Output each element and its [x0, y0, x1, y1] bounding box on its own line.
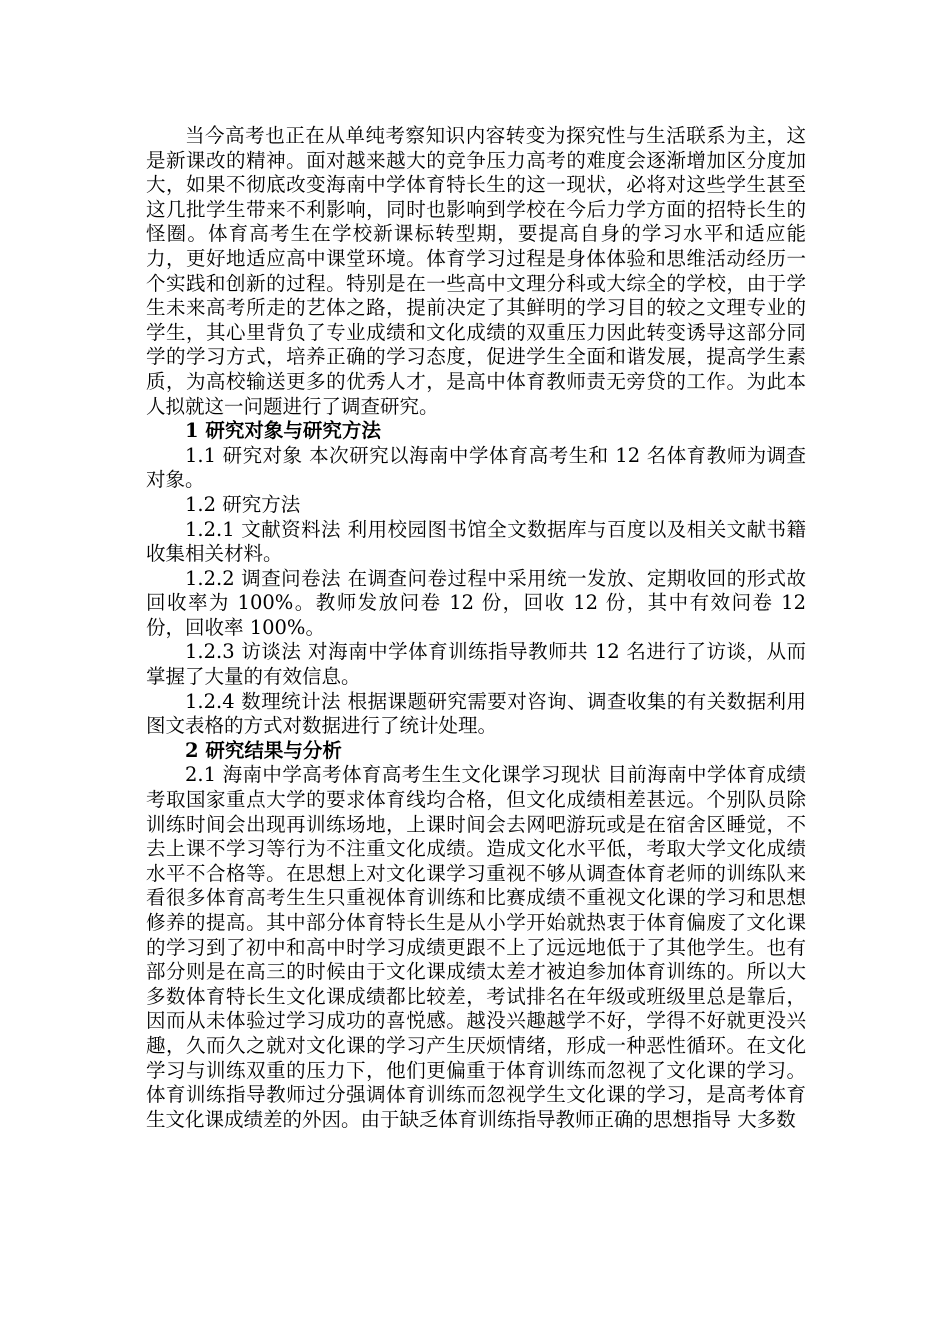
paragraph-1-2-1: 1.2.1 文献资料法 利用校园图书馆全文数据库与百度以及相关文献书籍收集相关材料。 [146, 517, 806, 566]
paragraph-2-1: 2.1 海南中学高考体育高考生生文化课学习现状 目前海南中学体育成绩考取国家重点大学的要求体育线均合格，但文化成绩相差甚远。个别队员除训练时间会出现再训练场地，上课时间会去网吧游玩或是在宿舍区睡觉，不去上课不学习等行为不注重文化成绩。造成文化水平低，考取大学文化成绩水平不合格等。在思想上对文化课学习重视不够从调查体育老师的训练队来看很多体育高考生生只重视体育训练和比赛成绩不重视文化课的学习和思想修养的提高。其中部分体育特长生是从小学开始就热衷于体育偏废了文化课的学习到了初中和高中时学习成绩更跟不上了远远地低于了其他学生。也有部分则是在高三的时候由于文化课成绩太差才被迫参加体育训练的。所以大多数体育特长生文化课成绩都比较差，考试排名在年级或班级里总是靠后，因而从未体验过学习成功的喜悦感。越没兴趣越学不好，学得不好就更没兴趣，久而久之就对文化课的学习产生厌烦情绪，形成一种恶性循环。在文化学习与训练双重的压力下，他们更偏重于体育训练而忽视了文化课的学习。体育训练指导教师过分强调体育训练而忽视学生文化课的学习，是高考体育生文化课成绩差的外因。由于缺乏体育训练指导教师正确的思想指导 大多数 [146, 763, 806, 1131]
paragraph-1-2-4: 1.2.4 数理统计法 根据课题研究需要对咨询、调查收集的有关数据利用图文表格的方式对数据进行了统计处理。 [146, 689, 806, 738]
paragraph-1-2: 1.2 研究方法 [185, 492, 301, 516]
paragraph-1-2-2: 1.2.2 调查问卷法 在调查问卷过程中采用统一发放、定期收回的形式故回收率为 100%。教师发放问卷 12 份，回收 12 份，其中有效问卷 12 份，回收率 100%。 [146, 566, 806, 639]
section-heading-2: 2 研究结果与分析 [185, 738, 342, 762]
document-body [146, 124, 806, 1132]
paragraph-intro: 当今高考也正在从单纯考察知识内容转变为探究性与生活联系为主，这是新课改的精神。面对越来越大的竞争压力高考的难度会逐渐增加区分度加大，如果不彻底改变海南中学体育特长生的这一现状，必将对这些学生甚至这几批学生带来不利影响，同时也影响到学校在今后力学方面的招特长生的怪圈。体育高考生在学校新课标转型期，要提高自身的学习水平和适应能力，更好地适应高中课堂环境。体育学习过程是身体体验和思维活动经历一个实践和创新的过程。特别是在一些高中文理分科或大综全的学校，由于学生未来高考所走的艺体之路，提前决定了其鲜明的学习目的较之文理专业的学生，其心里背负了专业成绩和文化成绩的双重压力因此转变诱导这部分同学的学习方式，培养正确的学习态度，促进学生全面和谐发展，提高学生素质，为高校输送更多的优秀人才，是高中体育教师责无旁贷的工作。为此本人拟就这一问题进行了调查研究。 [146, 124, 806, 418]
paragraph-1-2-3: 1.2.3 访谈法 对海南中学体育训练指导教师共 12 名进行了访谈，从而掌握了大量的有效信息。 [146, 640, 806, 689]
section-heading-1: 1 研究对象与研究方法 [185, 419, 381, 443]
paragraph-1-1: 1.1 研究对象 本次研究以海南中学体育高考生和 12 名体育教师为调查对象。 [146, 443, 806, 492]
